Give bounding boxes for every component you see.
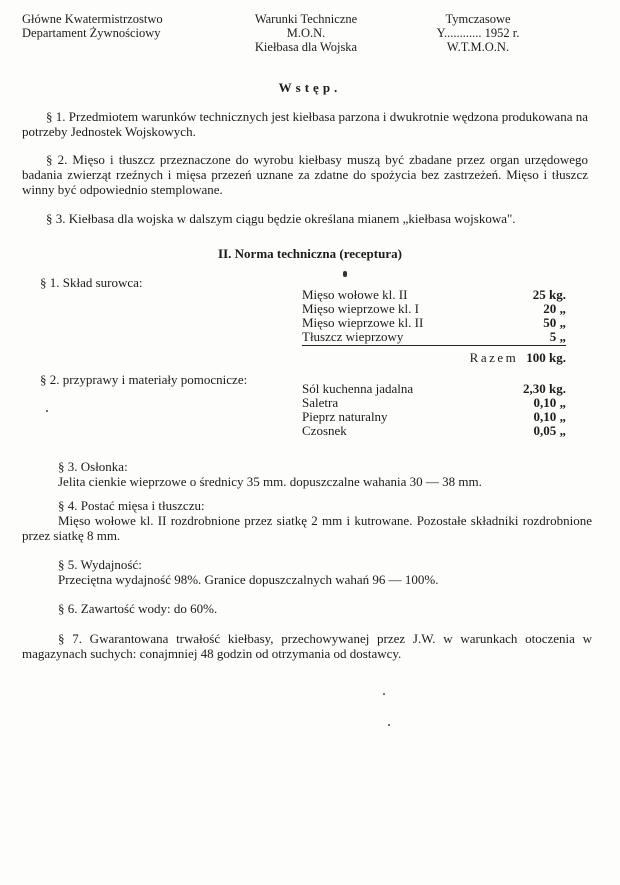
spice-amount: 0,10 „: [533, 395, 566, 410]
table-row: [302, 396, 566, 410]
section-4-heading: § 4. Postać mięsa i tłuszczu:: [58, 498, 205, 513]
spice-amount: 2,30 kg.: [523, 381, 566, 396]
total-row: [462, 350, 566, 366]
ingredient-amount: 20 „: [543, 301, 566, 316]
intro-paragraph-2: [22, 152, 588, 197]
ingredient-name: Mięso wieprzowe kl. II: [302, 315, 424, 330]
spice-amount: 0,10 „: [533, 409, 566, 424]
spice-name: Pieprz naturalny: [302, 409, 388, 424]
section-3-casing: [22, 459, 592, 489]
header-middle-line-1: Warunki Techniczne: [254, 12, 358, 26]
header-middle: [236, 12, 376, 54]
spices-label: § 2. przyprawy i materiały pomocnicze:: [40, 372, 248, 387]
section-5-heading: § 5. Wydajność:: [58, 557, 142, 572]
section-7-shelf-life: [22, 631, 592, 661]
spice-amount: 0,05 „: [533, 423, 566, 438]
ink-dot: [388, 724, 390, 726]
ingredient-amount: 5 „: [549, 329, 566, 344]
section-7-text: § 7. Gwarantowana trwałość kiełbasy, przechowywanej przez J.W. w warunkach otoczenia w magazynach suchych: conajmniej 48 godzin od otrzymania od dostawcy.: [22, 631, 592, 661]
header-right-line-2: Y............ 1952 r.: [436, 26, 520, 40]
table-row: [302, 316, 566, 330]
spice-name: Czosnek: [302, 423, 347, 438]
ingredient-amount: 25 kg.: [532, 287, 566, 302]
table-row: [302, 302, 566, 316]
ink-dot: [383, 693, 385, 695]
section-4-meat-form: [22, 498, 592, 543]
norm-title: II. Norma techniczna (receptura): [218, 246, 402, 261]
total-value: 100 kg.: [526, 350, 566, 365]
section-4-body: Mięso wołowe kl. II rozdrobnione przez siatkę 2 mm i kutrowane. Pozostałe składniki rozdrobnione przez siatkę 8 mm.: [22, 513, 592, 543]
table-row: [302, 424, 566, 438]
header-left-line-1: Główne Kwatermistrzostwo: [22, 12, 163, 26]
intro-paragraph-2-text: § 2. Mięso i tłuszcz przeznaczone do wyrobu kiełbasy muszą być zbadane przez organ urzędowego badania zwierząt rzeźnych i mięsa przezeń uznane za zdatne do spożycia bez zastrzeżeń. Mięso i tłuszcz winny być odpowiednio stemplowane.: [22, 152, 588, 197]
raw-materials-label: § 1. Skład surowca:: [40, 275, 143, 290]
ink-mark: [343, 271, 347, 277]
intro-paragraph-3-text: § 3. Kiełbasa dla wojska w dalszym ciągu będzie określana mianem „kiełbasa wojskowa".: [46, 211, 516, 226]
table-row: [302, 330, 566, 344]
intro-paragraph-1: [22, 109, 588, 139]
section-6-water: [22, 601, 592, 616]
header-middle-line-2: M.O.N.: [286, 26, 326, 40]
table-row: [302, 382, 566, 396]
table-row: [302, 410, 566, 424]
header-right-line-1: Tymczasowe: [445, 12, 511, 26]
header-right: [418, 12, 538, 54]
header-middle-line-3: Kiełbasa dla Wojska: [254, 40, 358, 54]
intro-paragraph-3: [22, 211, 588, 226]
ingredient-name: Mięso wołowe kl. II: [302, 287, 408, 302]
header-right-line-3: W.T.M.O.N.: [446, 40, 510, 54]
ingredient-amount: 50 „: [543, 315, 566, 330]
section-6-text: § 6. Zawartość wody: do 60%.: [58, 601, 218, 616]
header-left-line-2: Departament Żywnościowy: [22, 26, 161, 40]
section-5-yield: [22, 557, 592, 587]
header-left: [22, 12, 163, 40]
spice-name: Sól kuchenna jadalna: [302, 381, 414, 396]
table-row: [302, 288, 566, 302]
section-3-heading: § 3. Osłonka:: [58, 459, 128, 474]
section-5-body: Przeciętna wydajność 98%. Granice dopuszczalnych wahań 96 — 100%.: [58, 572, 439, 587]
ingredient-name: Tłuszcz wieprzowy: [302, 329, 404, 344]
ink-dot: [46, 410, 48, 412]
ingredient-name: Mięso wieprzowe kl. I: [302, 301, 419, 316]
total-label: Razem: [469, 350, 519, 365]
raw-materials-table: [302, 288, 566, 344]
sum-rule: [302, 345, 566, 346]
section-3-body: Jelita cienkie wieprzowe o średnicy 35 mm. dopuszczalne wahania 30 — 38 mm.: [58, 474, 482, 489]
intro-title: Wstęp.: [278, 80, 342, 95]
spice-name: Saletra: [302, 395, 339, 410]
intro-paragraph-1-text: § 1. Przedmiotem warunków technicznych jest kiełbasa parzona i dwukrotnie wędzona produkowana na potrzeby Jednostek Wojskowych.: [22, 109, 588, 139]
spices-table: [302, 382, 566, 438]
